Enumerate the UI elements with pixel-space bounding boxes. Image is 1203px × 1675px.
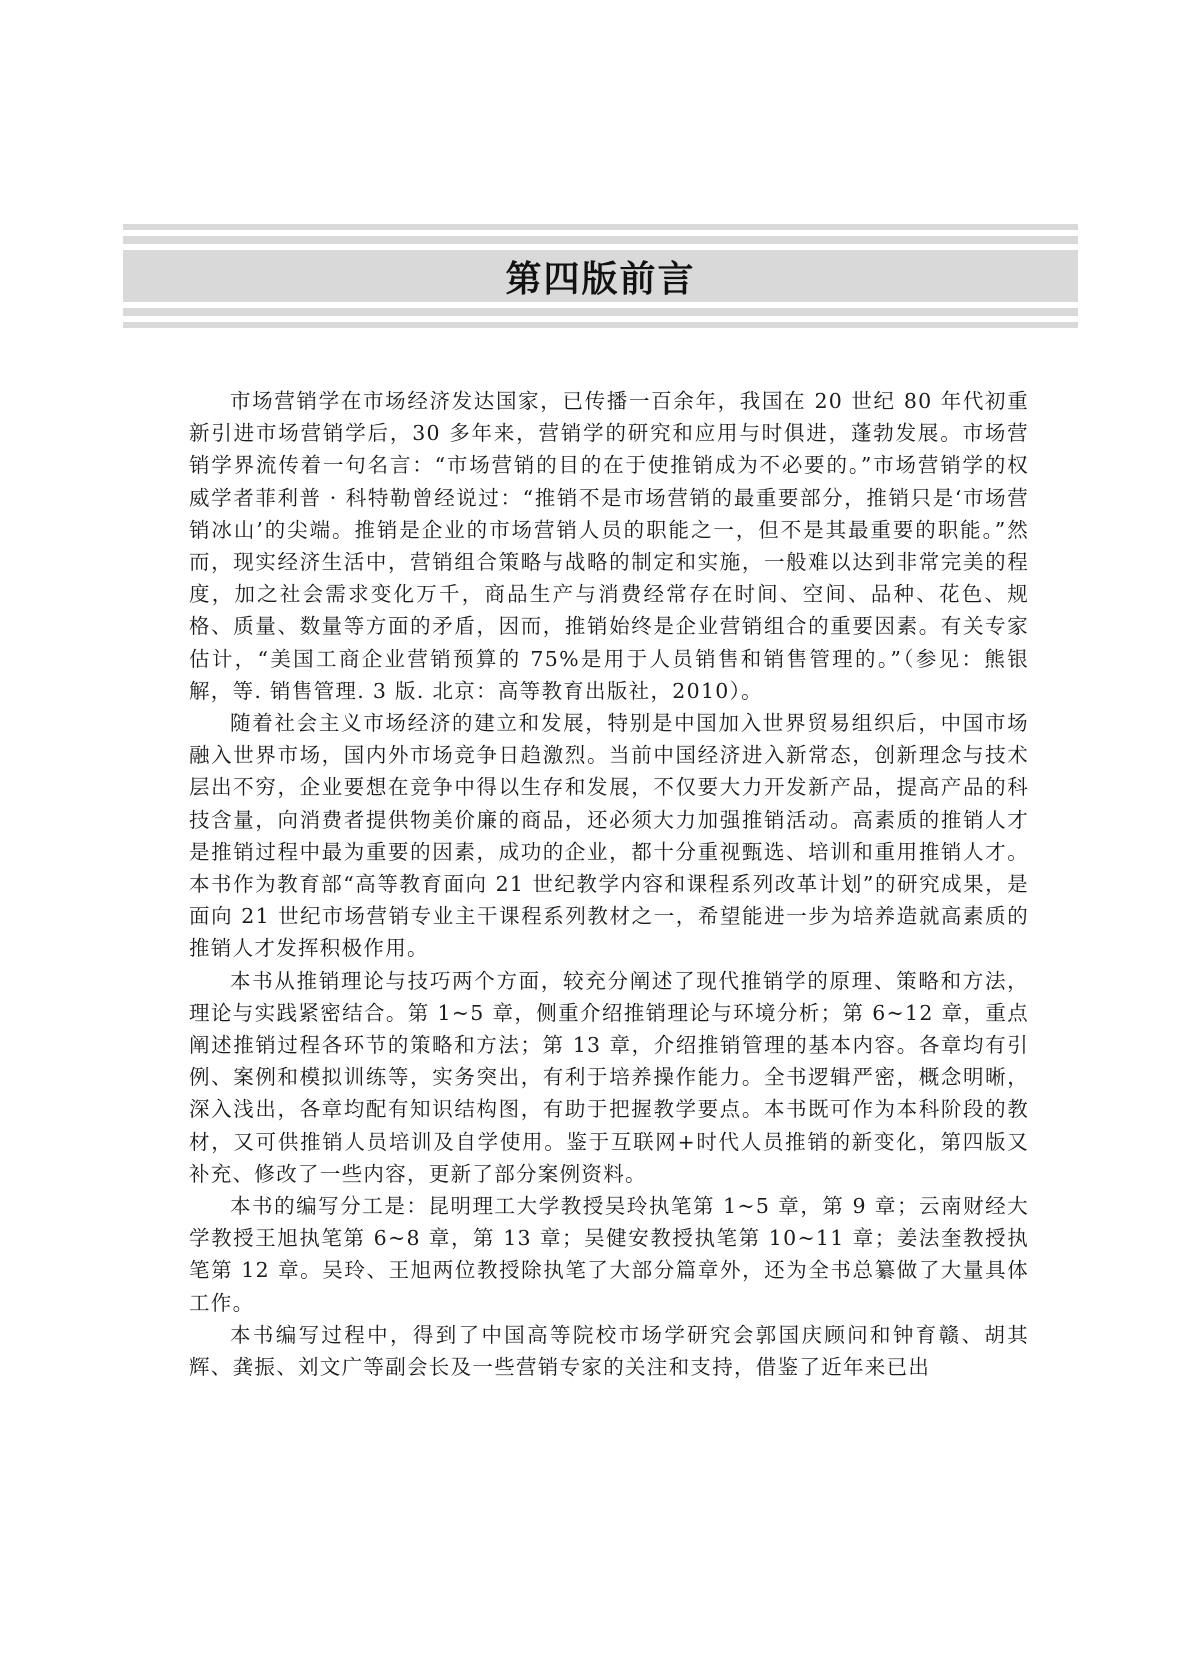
title-band [123, 250, 1078, 302]
paragraph-1: 市场营销学在市场经济发达国家，已传播一百余年，我国在 20 世纪 80 年代初重新引进市场营销学后，30 多年来，营销学的研究和应用与时俱进，蓬勃发展。市场营销学界流传着一句名言：“市场营销的目的在于使推销成为不必要的。”市场营销学的权威学者菲利普 · 科特勒曾经说过：“推销不是市场营销的最重要部分，推销只是‘市场营销冰山’的尖端。推销是企业的市场营销人员的职能之一，但不是其最重要的职能。”然而，现实经济生活中，营销组合策略与战略的制定和实施，一般难以达到非常完美的程度，加之社会需求变化万千，商品生产与消费经常存在时间、空间、品种、花色、规格、质量、数量等方面的矛盾，因而，推销始终是企业营销组合的重要因素。有关专家估计，“美国工商企业营销预算的 75%是用于人员销售和销售管理的。”（参见：熊银解，等. 销售管理. 3 版. 北京：高等教育出版社，2010）。 [189, 389, 1029, 703]
bottom-stripe-inner [123, 308, 1078, 316]
body-text [189, 385, 1029, 1383]
paragraph-5: 本书编写过程中，得到了中国高等院校市场学研究会郭国庆顾问和钟育赣、胡其辉、龚振、刘文广等副会长及一些营销专家的关注和支持，借鉴了近年来已出 [189, 1322, 1029, 1380]
paragraph-4: 本书的编写分工是：昆明理工大学教授吴玲执笔第 1~5 章，第 9 章；云南财经大学教授王旭执笔第 6~8 章，第 13 章；吴健安教授执笔第 10~11 章；姜法奎教授执笔第 12 章。吴玲、王旭两位教授除执笔了大部分篇章外，还为全书总纂做了大量具体工作。 [189, 1194, 1029, 1315]
top-stripe-outer [123, 224, 1078, 230]
bottom-stripe-outer [123, 322, 1078, 328]
paragraph-3: 本书从推销理论与技巧两个方面，较充分阐述了现代推销学的原理、策略和方法，理论与实践紧密结合。第 1~5 章，侧重介绍推销理论与环境分析；第 6~12 章，重点阐述推销过程各环节的策略和方法；第 13 章，介绍推销管理的基本内容。各章均有引例、案例和模拟训练等，实务突出，有利于培养操作能力。全书逻辑严密，概念明晰，深入浅出，各章均配有知识结构图，有助于把握教学要点。本书既可作为本科阶段的教材，又可供推销人员培训及自学使用。鉴于互联网+时代人员推销的新变化，第四版又补充、修改了一些内容，更新了部分案例资料。 [189, 968, 1029, 1186]
paragraph-2: 随着社会主义市场经济的建立和发展，特别是中国加入世界贸易组织后，中国市场融入世界市场，国内外市场竞争日趋激烈。当前中国经济进入新常态，创新理念与技术层出不穷，企业要想在竞争中得以生存和发展，不仅要大力开发新产品，提高产品的科技含量，向消费者提供物美价廉的商品，还必须大力加强推销活动。高素质的推销人才是推销过程中最为重要的因素，成功的企业，都十分重视甄选、培训和重用推销人才。本书作为教育部“高等教育面向 21 世纪教学内容和课程系列改革计划”的研究成果，是面向 21 世纪市场营销专业主干课程系列教材之一，希望能进一步为培养造就高素质的推销人才发挥积极作用。 [189, 711, 1029, 961]
page-title: 第四版前言 [505, 258, 696, 300]
top-stripe-inner [123, 236, 1078, 244]
title-banner [123, 224, 1078, 332]
